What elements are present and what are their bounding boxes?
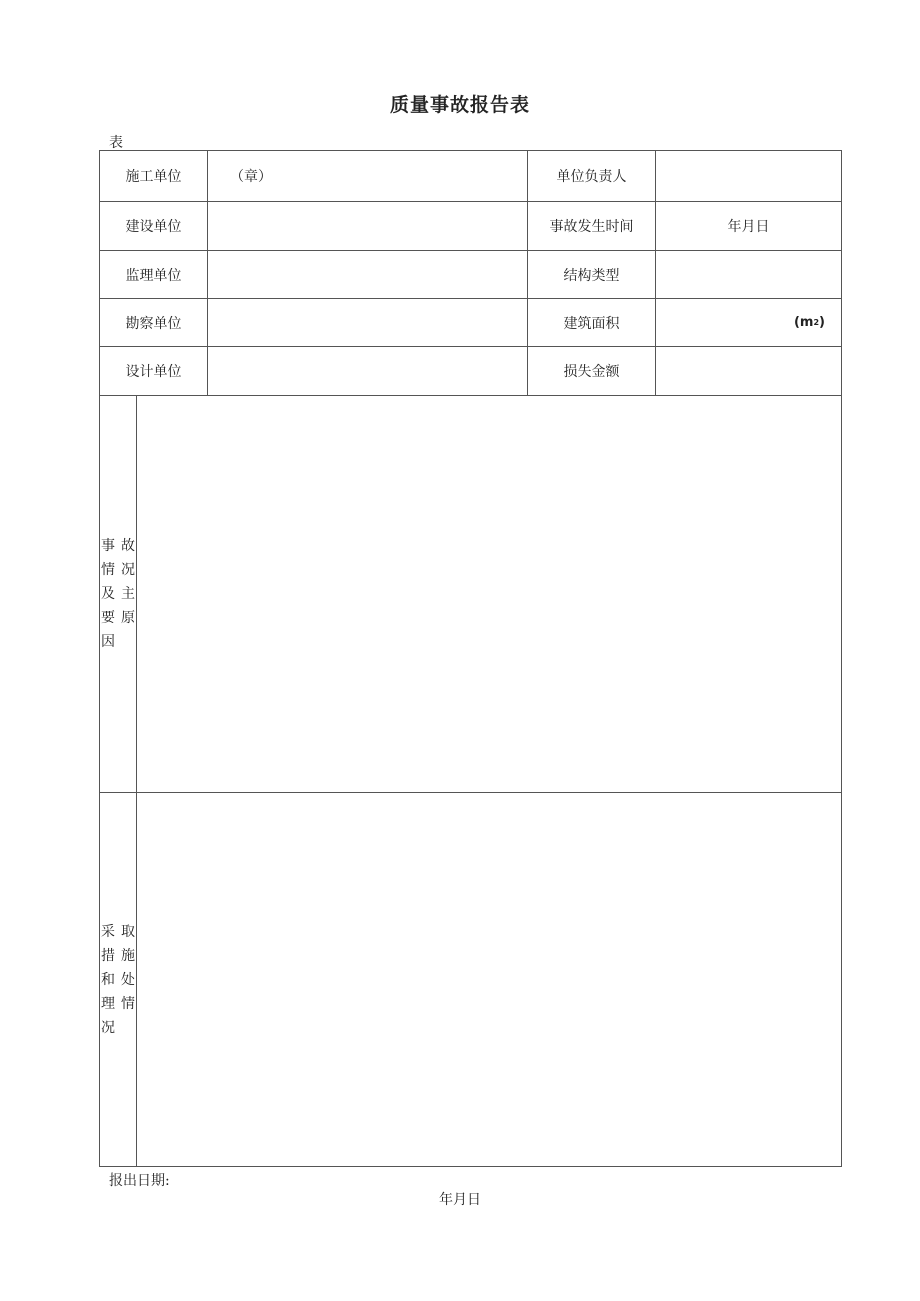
label-loss-amount: 损失金额 [528, 347, 656, 395]
field-construction-unit[interactable]: （章） [208, 151, 528, 201]
field-survey-unit[interactable] [208, 299, 528, 346]
field-measures[interactable] [137, 793, 841, 1166]
label-line: 措施 [101, 947, 141, 964]
label-design-unit: 设计单位 [100, 347, 208, 395]
field-supervision-unit[interactable] [208, 251, 528, 298]
row-owner-unit [100, 202, 841, 251]
label-building-area: 建筑面积 [528, 299, 656, 346]
row-design-unit [100, 347, 841, 396]
label-measures [100, 793, 141, 1166]
row-supervision-unit [100, 251, 841, 299]
label-accident-time: 事故发生时间 [528, 202, 656, 250]
label-structure-type: 结构类型 [528, 251, 656, 298]
label-line: 因 [101, 634, 121, 650]
report-date-field[interactable]: 年月日 [439, 1192, 481, 1208]
field-building-area[interactable] [656, 299, 841, 346]
label-line: 采取 [101, 923, 141, 940]
label-survey-unit: 勘察单位 [100, 299, 208, 346]
section-accident-situation [100, 396, 841, 793]
label-line: 情况 [101, 562, 141, 578]
label-construction-unit: 施工单位 [100, 151, 208, 201]
area-unit-close: ) [819, 315, 825, 330]
field-accident-situation[interactable] [137, 396, 841, 792]
report-date-label: 报出日期: [109, 1173, 170, 1189]
label-accident-situation [100, 396, 141, 792]
row-survey-unit [100, 299, 841, 347]
row-construction-unit [100, 151, 841, 202]
label-unit-head: 单位负责人 [528, 151, 656, 201]
accident-report-form [99, 150, 842, 1167]
field-structure-type[interactable] [656, 251, 841, 298]
table-number-label: 表 [109, 135, 123, 151]
label-line: 及主 [101, 586, 141, 602]
label-line: 理情 [101, 995, 141, 1012]
label-line: 事故 [101, 538, 141, 554]
field-accident-time[interactable]: 年月日 [727, 219, 770, 235]
label-owner-unit: 建设单位 [100, 202, 208, 250]
area-unit-open: (m [793, 315, 814, 330]
field-unit-head[interactable] [656, 151, 841, 201]
page-title: 质量事故报告表 [389, 94, 530, 116]
label-line: 况 [101, 1019, 121, 1036]
area-unit-superscript: 2 [813, 318, 820, 327]
label-line: 要原 [101, 610, 141, 626]
section-measures [100, 793, 841, 1166]
field-owner-unit[interactable] [208, 202, 528, 250]
label-line: 和处 [101, 971, 141, 988]
field-design-unit[interactable] [208, 347, 528, 395]
label-supervision-unit: 监理单位 [100, 251, 208, 298]
field-loss-amount[interactable] [656, 347, 841, 395]
